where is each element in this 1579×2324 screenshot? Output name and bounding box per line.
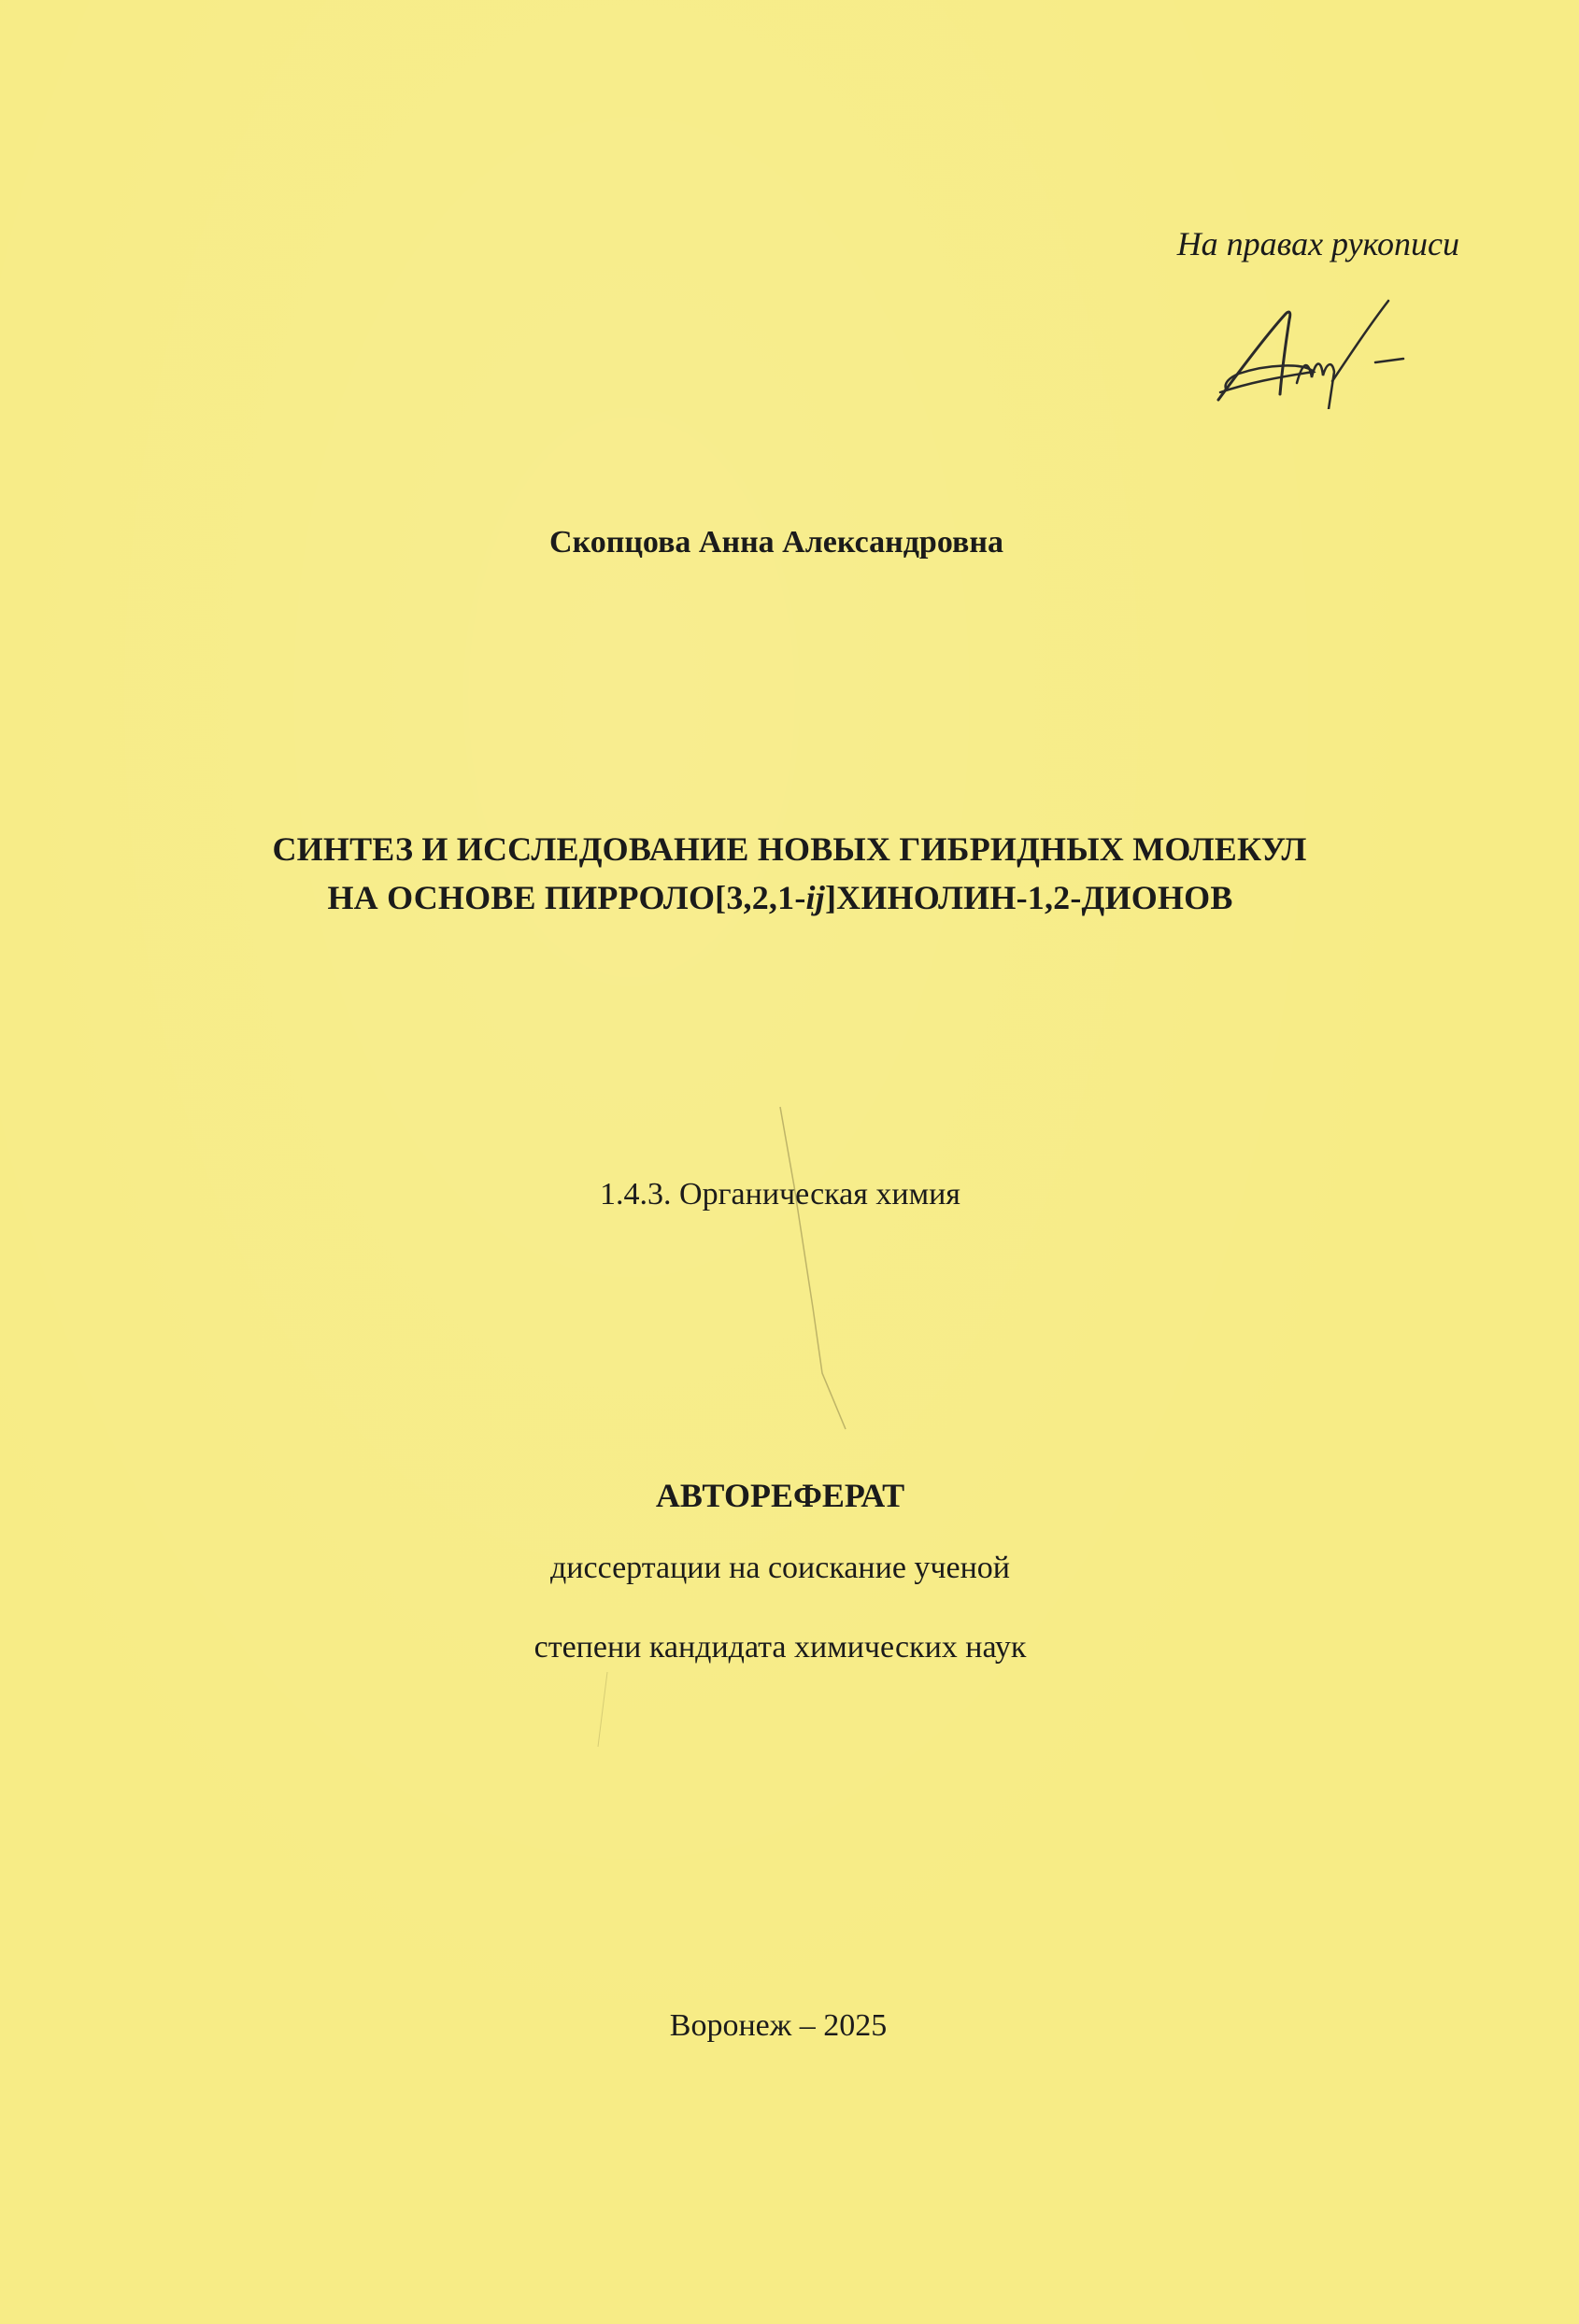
- title-line-2-italic: ij: [805, 879, 825, 916]
- degree-line-2: степени кандидата химических наук: [533, 1630, 1027, 1665]
- specialty-code: 1.4.3. Органическая химия: [600, 1177, 960, 1212]
- degree-line-1: диссертации на соискание ученой: [549, 1551, 1010, 1585]
- dissertation-title-line-1: СИНТЕЗ И ИССЛЕДОВАНИЕ НОВЫХ ГИБРИДНЫХ МОЛЕКУЛ: [272, 830, 1307, 868]
- title-line-2-end: ]ХИНОЛИН-1,2-ДИОНОВ: [824, 879, 1233, 916]
- author-signature: [1211, 297, 1407, 409]
- title-line-2-start: НА ОСНОВЕ ПИРРОЛО[3,2,1-: [327, 879, 806, 916]
- document-type: АВТОРЕФЕРАТ: [655, 1477, 905, 1514]
- manuscript-note: На правах рукописи: [1176, 225, 1459, 262]
- city-year: Воронеж – 2025: [669, 2008, 888, 2043]
- dissertation-title-line-2: [0, 878, 1570, 917]
- author-name: Скопцова Анна Александровна: [549, 525, 1003, 560]
